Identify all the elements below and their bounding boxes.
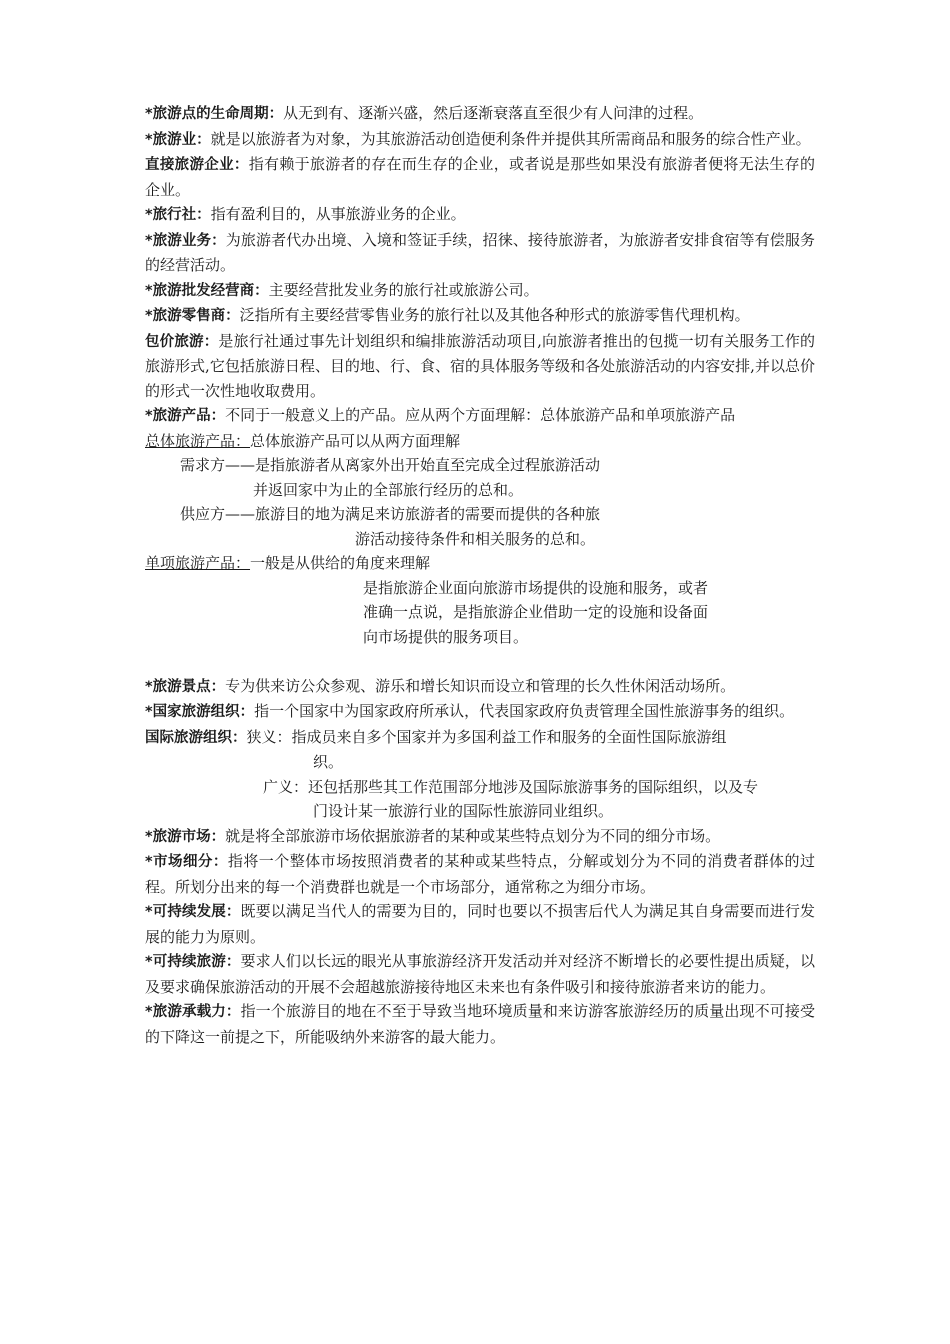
entry-wholesaler xyxy=(145,278,815,304)
definition: 指一个旅游目的地在不至于导致当地环境质量和来访游客旅游经历的质量出现不可接受的下降这一前提之下，所能吸纳外来游客的最大能力。 xyxy=(145,1002,815,1046)
entry-market-segmentation xyxy=(145,849,815,899)
entry-package-tour xyxy=(145,329,815,404)
term: *可持续旅游： xyxy=(145,954,241,970)
definition: 就是以旅游者为对象，为其旅游活动创造便利条件并提供其所需商品和服务的综合性产业。 xyxy=(210,129,811,148)
entry-sustainable-tourism xyxy=(145,949,815,999)
term: *旅游业： xyxy=(145,131,211,148)
term: 直接旅游企业： xyxy=(145,157,249,173)
single-product-text: 一般是从供给的角度来理解 xyxy=(250,554,431,572)
definition: 泛指所有主要经营零售业务的旅行社以及其他各种形式的旅游零售代理机构。 xyxy=(239,306,750,324)
single-product xyxy=(145,551,815,576)
term: *国家旅游组织： xyxy=(145,704,255,720)
definition: 不同于一般意义上的产品。应从两个方面理解：总体旅游产品和单项旅游产品 xyxy=(225,406,736,424)
entry-lifecycle xyxy=(145,101,815,127)
overall-product-text: 总体旅游产品可以从两方面理解 xyxy=(250,431,461,450)
demand-side-line-2: 并返回家中为止的全部旅行经历的总和。 xyxy=(253,480,524,499)
entry-carrying-capacity xyxy=(145,999,815,1049)
entry-retailer xyxy=(145,303,815,329)
definition: 专为供来访公众参观、游乐和增长知识而设立和管理的长久性休闲活动场所。 xyxy=(225,676,736,695)
term: *旅游景点： xyxy=(145,678,226,695)
entry-direct-enterprise xyxy=(145,152,815,202)
single-product-label: 单项旅游产品： xyxy=(145,554,251,572)
narrow-definition-line-1: 狭义：指成员来自多个国家并为多国利益工作和服务的全面性国际旅游组 xyxy=(246,727,727,746)
spacer xyxy=(145,649,815,674)
definition: 既要以满足当代人的需要为目的，同时也要以不损害后代人为满足其自身需要而进行发展的能力为原则。 xyxy=(145,902,815,946)
entry-tourism-industry xyxy=(145,127,815,153)
term: *旅游市场： xyxy=(145,828,226,845)
broad-definition-line-1: 广义：还包括那些其工作范围部分地涉及国际旅游事务的国际组织，以及专 xyxy=(263,777,759,796)
entry-sustainable-development xyxy=(145,899,815,949)
single-product-line-1: 是指旅游企业面向旅游市场提供的设施和服务，或者 xyxy=(363,578,709,597)
term: 包价旅游： xyxy=(145,333,219,350)
entry-tourism-market xyxy=(145,824,815,850)
supply-side-line-2: 游活动接待条件和相关服务的总和。 xyxy=(355,529,596,548)
definition: 指将一个整体市场按照消费者的某种或某些特点，分解或划分为不同的消费者群体的过程。所划分出来的每一个消费群也就是一个市场部分，通常称之为细分市场。 xyxy=(145,852,815,896)
definition: 指有盈利目的，从事旅游业务的企业。 xyxy=(210,205,466,223)
narrow-definition-line-2: 织。 xyxy=(313,753,344,771)
overall-product-label: 总体旅游产品： xyxy=(145,431,251,450)
term: *旅行社： xyxy=(145,207,211,223)
definition: 从无到有、逐渐兴盛，然后逐渐衰落直至很少有人问津的过程。 xyxy=(283,104,704,122)
term: *旅游零售商： xyxy=(145,308,240,324)
term: *可持续发展： xyxy=(145,904,241,920)
term: *旅游点的生命周期： xyxy=(145,106,284,122)
entry-international-organization xyxy=(145,725,815,751)
definition: 是旅行社通过事先计划组织和编排旅游活动项目,向旅游者推出的包揽一切有关服务工作的旅游形式,它包括旅游日程、目的地、行、食、宿的具体服务等级和各处旅游活动的内容安排,并以总价的形式一次性地收取费用。 xyxy=(145,331,816,400)
supply-side-line-1: 供应方——旅游目的地为满足来访旅游者的需要而提供的各种旅 xyxy=(180,505,601,523)
term: *旅游承载力： xyxy=(145,1004,241,1020)
definition: 要求人们以长远的眼光从事旅游经济开发活动并对经济不断增长的必要性提出质疑，以及要求确保旅游活动的开展不会超越旅游接待地区未来也有条件吸引和接待旅游者来访的能力。 xyxy=(145,952,815,996)
document-body xyxy=(145,101,815,1049)
term: *旅游批发经营商： xyxy=(145,282,269,299)
demand-side-line-1: 需求方——是指旅游者从离家外出开始直至完成全过程旅游活动 xyxy=(180,456,601,474)
term: 国际旅游组织： xyxy=(145,729,247,746)
entry-travel-agency xyxy=(145,202,815,228)
term: *旅游业务： xyxy=(145,232,226,249)
entry-attraction xyxy=(145,674,815,700)
definition: 主要经营批发业务的旅行社或旅游公司。 xyxy=(268,280,539,299)
overall-product xyxy=(145,429,815,454)
broad-definition-line-2: 门设计某一旅游行业的国际性旅游同业组织。 xyxy=(313,802,614,820)
term: *市场细分： xyxy=(145,854,228,870)
entry-tourism-business xyxy=(145,228,815,278)
definition: 为旅游者代办出境、入境和签证手续，招徕、接待旅游者，为旅游者安排食宿等有偿服务的经营活动。 xyxy=(145,230,815,274)
entry-national-organization xyxy=(145,699,815,725)
entry-tourism-product xyxy=(145,403,815,429)
definition: 就是将全部旅游市场依据旅游者的某种或某些特点划分为不同的细分市场。 xyxy=(225,826,721,845)
single-product-line-3: 向市场提供的服务项目。 xyxy=(363,627,529,646)
single-product-line-2: 准确一点说，是指旅游企业借助一定的设施和设备面 xyxy=(363,603,709,621)
definition: 指有赖于旅游者的存在而生存的企业，或者说是那些如果没有旅游者便将无法生存的企业。 xyxy=(145,155,815,199)
term: *旅游产品： xyxy=(145,408,226,424)
definition: 指一个国家中为国家政府所承认，代表国家政府负责管理全国性旅游事务的组织。 xyxy=(254,702,795,720)
